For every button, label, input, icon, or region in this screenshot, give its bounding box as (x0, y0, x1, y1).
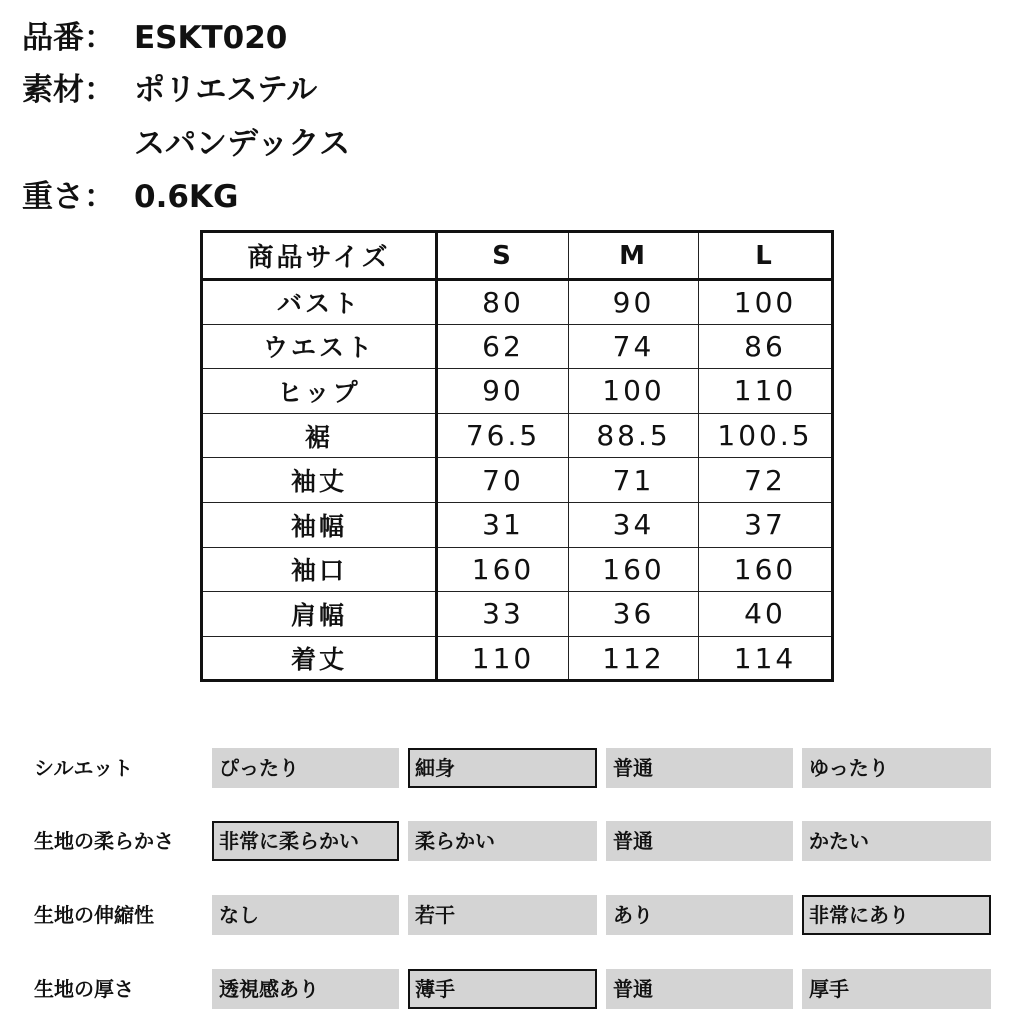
cell-value: 76.5 (437, 413, 569, 458)
attribute-option: 普通 (606, 969, 793, 1009)
cell-value: 86 (699, 324, 833, 369)
table-row (202, 547, 833, 592)
attribute-option: 非常にあり (802, 895, 991, 935)
spec-hinban-value: ESKT020 (134, 20, 288, 56)
row-label: 袖丈 (202, 458, 437, 503)
spec-sozai (22, 70, 317, 110)
table-row (202, 636, 833, 681)
spec-hinban (22, 18, 287, 58)
cell-value: 72 (699, 458, 833, 503)
table-row (202, 324, 833, 369)
spec-omosa (22, 177, 238, 217)
cell-value: 160 (699, 547, 833, 592)
row-label: 肩幅 (202, 592, 437, 637)
spec-omosa-label: 重さ： (22, 179, 115, 215)
cell-value: 31 (437, 502, 569, 547)
attribute-option: 細身 (408, 748, 597, 788)
cell-value: 90 (569, 280, 699, 325)
attribute-option: ゆったり (802, 748, 991, 788)
row-label: 袖幅 (202, 502, 437, 547)
table-row (202, 592, 833, 637)
spec-omosa-value: 0.6KG (134, 179, 239, 215)
size-header-l: L (699, 232, 833, 280)
cell-value: 36 (569, 592, 699, 637)
attribute-option: 普通 (606, 821, 793, 861)
size-table-header (202, 232, 833, 280)
attribute-option: 透視感あり (212, 969, 399, 1009)
cell-value: 40 (699, 592, 833, 637)
attribute-row-softness (0, 821, 1024, 861)
row-label: バスト (202, 280, 437, 325)
cell-value: 80 (437, 280, 569, 325)
row-label: ウエスト (202, 324, 437, 369)
attribute-row-silhouette (0, 748, 1024, 788)
cell-value: 70 (437, 458, 569, 503)
size-table-corner: 商品サイズ (202, 232, 437, 280)
table-row (202, 458, 833, 503)
table-row (202, 413, 833, 458)
table-row (202, 369, 833, 414)
table-row (202, 502, 833, 547)
spec-hinban-label: 品番： (22, 20, 115, 56)
attribute-option: 柔らかい (408, 821, 597, 861)
attribute-label: 生地の伸縮性 (34, 903, 154, 927)
attribute-label: 生地の柔らかさ (34, 829, 174, 853)
attribute-row-stretch (0, 895, 1024, 935)
cell-value: 110 (437, 636, 569, 681)
cell-value: 74 (569, 324, 699, 369)
row-label: ヒップ (202, 369, 437, 414)
cell-value: 90 (437, 369, 569, 414)
cell-value: 160 (437, 547, 569, 592)
cell-value: 88.5 (569, 413, 699, 458)
spec-sozai-label: 素材： (22, 72, 115, 108)
row-label: 裾 (202, 413, 437, 458)
attribute-option: ぴったり (212, 748, 399, 788)
spec-sozai-value-1: ポリエステル (134, 72, 318, 108)
attribute-option: 薄手 (408, 969, 597, 1009)
cell-value: 110 (699, 369, 833, 414)
cell-value: 33 (437, 592, 569, 637)
spec-sozai-2 (134, 124, 350, 164)
size-table (200, 230, 834, 682)
table-row (202, 280, 833, 325)
cell-value: 71 (569, 458, 699, 503)
attribute-row-thickness (0, 969, 1024, 1009)
cell-value: 100 (699, 280, 833, 325)
attribute-option: 若干 (408, 895, 597, 935)
row-label: 着丈 (202, 636, 437, 681)
attribute-option: 普通 (606, 748, 793, 788)
cell-value: 100.5 (699, 413, 833, 458)
cell-value: 37 (699, 502, 833, 547)
size-header-m: M (569, 232, 699, 280)
spec-sozai-value-2: スパンデックス (134, 126, 351, 162)
attribute-option: 非常に柔らかい (212, 821, 399, 861)
cell-value: 114 (699, 636, 833, 681)
attribute-option: なし (212, 895, 399, 935)
attribute-option: 厚手 (802, 969, 991, 1009)
cell-value: 100 (569, 369, 699, 414)
row-label: 袖口 (202, 547, 437, 592)
cell-value: 160 (569, 547, 699, 592)
attribute-option: あり (606, 895, 793, 935)
size-header-s: S (437, 232, 569, 280)
cell-value: 62 (437, 324, 569, 369)
attribute-label: シルエット (34, 756, 134, 780)
cell-value: 34 (569, 502, 699, 547)
attribute-label: 生地の厚さ (34, 977, 134, 1001)
cell-value: 112 (569, 636, 699, 681)
attribute-option: かたい (802, 821, 991, 861)
